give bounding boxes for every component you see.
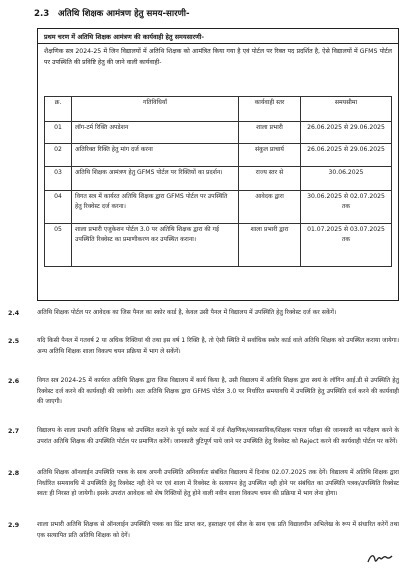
- row-deadline: 30.06.2025 से 02.07.2025 तक: [301, 191, 392, 224]
- row-deadline: 30.06.2025: [301, 167, 392, 191]
- schedule-table-header: [45, 97, 392, 122]
- paragraph-text: अतिथि शिक्षक पोर्टल पर आवेदक का जिस पैनल का स्कोर कार्ड है, केवल उसी पैनल में विद्यालय में उपस्थिति हेतु रिक्वेस्ट दर्ज कर सकेंगें।: [37, 309, 337, 316]
- table-row: [45, 167, 392, 191]
- row-activity: विगत सत्र में कार्यरत अतिथि शिक्षक द्वारा GFMS पोर्टल पर उपस्थिति हेतु रिक्वेस्ट दर्ज करना।: [72, 191, 239, 224]
- row-serial: 04: [45, 191, 72, 224]
- schedule-box: [37, 28, 399, 301]
- paragraph-text: विगत सत्र 2024-25 में कार्यरत अतिथि शिक्षक द्वारा जिस विद्यालय में कार्य किया है, उसी विद्यालय में अतिथि शिक्षक द्वारा स्वयं के लॉगिन आई.डी से उपस्थिति हेतु रिक्वेस्ट दर्ज करने की कार्यवाही की जावेगी। अतः अतिथि शिक्षक द्वारा GFMS पोर्टल 3.0 पर निर्धारित समयावधि में उपस्थिति हेतु उपस्थिति दर्ज करने की कार्यवाही की जाएगी।: [37, 377, 399, 406]
- paragraph-text: विद्यालय के शाला प्रभारी अतिथि शिक्षक को उपस्थित कराने के पूर्व स्कोर कार्ड में दर्ज शैक्षणिक/व्यावसायिक/शिक्षक पात्रता परीक्षा की जानकारी का परीक्षण करने के उपरांत अतिथि शिक्षक की उपस्थिति पोर्टल पर प्रमाणित करेंगें। जानकारी त्रुटिपूर्ण पाये जाने पर उपस्थिति हेतु रिक्वेस्ट को Reject करने की कार्यवाही पोर्टल पर करेंगें।: [37, 427, 399, 445]
- header-activity: गतिविधियाँ: [72, 97, 239, 122]
- paragraph-number: 2.5: [8, 338, 20, 345]
- section-heading: [34, 7, 190, 19]
- table-row: [45, 224, 392, 267]
- schedule-box-title: प्रथम चरण में अतिथि शिक्षक आमंत्रण की कार्यवाही हेतु समयसारणी-: [38, 29, 398, 44]
- row-serial: 02: [45, 144, 72, 167]
- row-activity: लॉग-टर्म रिक्ति अपडेशन: [72, 122, 239, 144]
- handwritten-signature: [366, 552, 394, 566]
- header-serial: क्र.: [45, 97, 72, 122]
- row-level: शाला प्रभारी द्वारा: [239, 224, 301, 267]
- paragraph-text: अतिथि शिक्षक ऑनलाईन उपस्थिति पत्रक के साथ अपनी उपस्थिति अनिवार्यतः संबंधित विद्यालय में दिनांक 02.07.2025 तक देगें। विद्यालय में अतिथि शिक्षक द्वारा निर्धारित समयावधि में उपस्थिति हेतु रिक्वेस्ट नही देने पर एवं शाला में रिक्वेस्ट के सत्यापन हेतु उपस्थित नही होने पर संबंधित का उपस्थिति पत्रक/उपस्थिति रिक्वेस्ट स्वतः ही निरस्त हो जायेगी। इसके उपरांत आवेदक को शेष रिक्तियों हेतु होने वाली नवीन शाला विकल्प चयन की प्रक्रिया में भाग लेना होगा।: [37, 469, 399, 498]
- schedule-box-intro: शैक्षणिक सत्र 2024-25 में जिन विद्यालयों में अतिथि शिक्षक को आमंत्रित किया गया है एवं पोर्टल पर रिक्त पद प्रदर्शित है, ऐसे विद्यालयों में GFMS पोर्टल पर उपस्थिति की प्रविष्टि हेतु की जाने वाली कार्यवाही-: [44, 48, 392, 66]
- paragraph-text: यदि किसी पैनल में गतवर्ष 2 या अधिक रिक्तियां थी तथा इस वर्ष 1 रिक्ति है, तो ऐसी स्थिति में सर्वाधिक स्कोर कार्ड वाले अतिथि शिक्षक को उपस्थित कराया जायेगा। अन्य अतिथि शिक्षक शाला विकल्प चयन प्रक्रिया में भाग ले सकेंगें।: [37, 337, 399, 355]
- row-deadline: 26.06.2025 से 29.06.2025: [301, 144, 392, 167]
- table-row: [45, 144, 392, 167]
- row-level: राज्य स्तर से: [239, 167, 301, 191]
- row-activity: अतिथि शिक्षक आमंत्रण हेतु GFMS पोर्टल पर रिक्तियों का प्रदर्शन।: [72, 167, 239, 191]
- row-level: शाला प्रभारी: [239, 122, 301, 144]
- section-number: 2.3: [34, 9, 50, 19]
- row-activity: शाला प्रभारी एजुकेशन पोर्टल 3.0 पर अतिथि शिक्षक द्वारा की गई उपस्थिति रिक्वेस्ट का प्रमाणीकरण कर उपस्थित कराना।: [72, 224, 239, 267]
- row-deadline: 26.06.2025 से 29.06.2025: [301, 122, 392, 144]
- row-serial: 01: [45, 122, 72, 144]
- header-level: कार्यवाही स्तर: [239, 97, 301, 122]
- table-row: [45, 191, 392, 224]
- row-level: आवेदक द्वारा: [239, 191, 301, 224]
- paragraph-number: 2.9: [8, 522, 20, 529]
- paragraph-number: 2.6: [8, 378, 20, 385]
- paragraph-number: 2.8: [8, 470, 20, 477]
- section-title: अतिथि शिक्षक आमंत्रण हेतु समय-सारणी-: [58, 9, 190, 19]
- paragraph-number: 2.7: [8, 428, 20, 435]
- table-row: [45, 122, 392, 144]
- schedule-table: [44, 96, 392, 267]
- header-deadline: समयसीमा: [301, 97, 392, 122]
- row-serial: 03: [45, 167, 72, 191]
- row-level: संकुल प्राचार्य: [239, 144, 301, 167]
- paragraph-text: शाला प्रभारी अतिथि शिक्षक से ऑनलाईन उपस्थिति पत्रक का प्रिंट प्राप्त कर, हस्ताक्षर एवं सील के साथ एक प्रति विद्यालयीन अभिलेख के रूप में संधारित करेगें तथा एक सत्यापित प्रति अतिथि शिक्षक को देगें।: [37, 521, 399, 539]
- row-deadline: 01.07.2025 से 03.07.2025 तक: [301, 224, 392, 267]
- paragraph-number: 2.4: [8, 310, 20, 317]
- row-serial: 05: [45, 224, 72, 267]
- row-activity: अतिरिक्त रिक्ति हेतु मांग दर्ज करना: [72, 144, 239, 167]
